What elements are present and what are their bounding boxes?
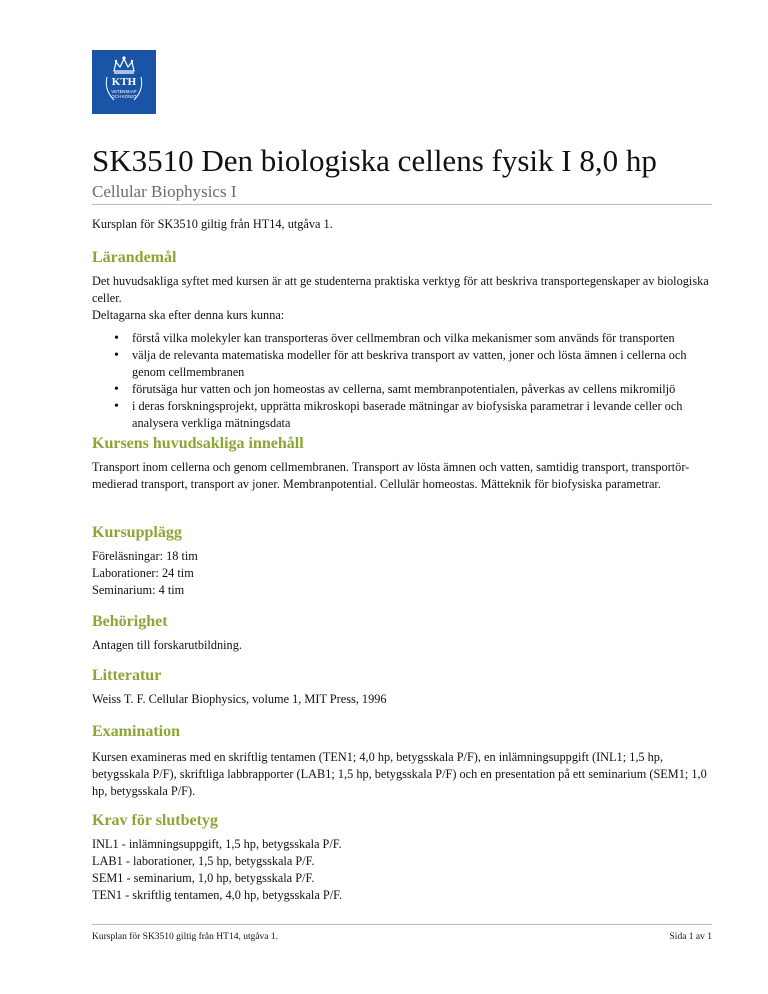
- litteratur-text: Weiss T. F. Cellular Biophysics, volume 1, MIT Press, 1996: [92, 692, 387, 706]
- learning-outcomes-list: [92, 330, 712, 432]
- logo-line1: VETENSKAP: [111, 89, 137, 94]
- heading-innehall: Kursens huvudsakliga innehåll: [92, 435, 304, 452]
- footer-syllabus-note: Kursplan för SK3510 giltig från HT14, utgåva 1.: [92, 932, 279, 942]
- heading-examination: Examination: [92, 723, 181, 740]
- kth-crown-icon: [92, 50, 156, 114]
- heading-krav: Krav för slutbetyg: [92, 812, 218, 829]
- krav-inl1: INL1 - inlämningsuppgift, 1,5 hp, betygsskala P/F.: [92, 837, 342, 851]
- footer-page-number: Sida 1 av 1: [669, 932, 712, 942]
- page-title: SK3510 Den biologiska cellens fysik I 8,0 hp: [92, 143, 657, 178]
- upplagg-seminar: Seminarium: 4 tim: [92, 583, 185, 597]
- larandemal-lead: Deltagarna ska efter denna kurs kunna:: [92, 308, 285, 322]
- upplagg-lectures: Föreläsningar: 18 tim: [92, 549, 198, 563]
- kth-logo: [92, 50, 156, 114]
- krav-lab1: LAB1 - laborationer, 1,5 hp, betygsskala P/F.: [92, 854, 315, 868]
- list-item: • förstå vilka molekyler kan transporteras över cellmembran och vilka mekanismer som används för transporten: [92, 330, 712, 347]
- footer-divider: [92, 924, 712, 925]
- list-item: • förutsäga hur vatten och jon homeostas av cellerna, samt membranpotentialen, påverkas av cellens mikromiljö: [92, 381, 712, 398]
- heading-litteratur: Litteratur: [92, 667, 162, 684]
- list-item: • i deras forskningsprojekt, upprätta mikroskopi baserade mätningar av biofysiska parametrar i levande celler och analysera verkliga mätningsdata: [92, 398, 712, 432]
- logo-kth-text: KTH: [111, 76, 137, 88]
- examination-text: Kursen examineras med en skriftlig tentamen (TEN1; 4,0 hp, betygsskala P/F), en inlämningsuppgift (INL1; 1,5 hp, betygsskala P/F), skriftliga labbrapporter (LAB1; 1,5 hp, betygsskala P/F) och en presentation på ett seminarium (SEM1; 1,0 hp, betygsskala P/F).: [92, 750, 707, 798]
- page-subtitle: Cellular Biophysics I: [92, 182, 237, 201]
- upplagg-labs: Laborationer: 24 tim: [92, 566, 194, 580]
- larandemal-purpose: Det huvudsakliga syftet med kursen är att ge studenterna praktiska verktyg för att beskriva transportegenskaper av biologiska celler.: [92, 274, 709, 305]
- behorighet-text: Antagen till forskarutbildning.: [92, 638, 242, 652]
- innehall-text: Transport inom cellerna och genom cellmembranen. Transport av lösta ämnen och vatten, samtidig transport, transportör-medierad transport, transport av joner. Membranpotential. Cellulär homeostas. Mätteknik för biofysiska parametrar.: [92, 460, 690, 491]
- logo-line2: OCH KONST: [111, 94, 137, 99]
- syllabus-intro: Kursplan för SK3510 giltig från HT14, utgåva 1.: [92, 217, 333, 231]
- heading-upplagg: Kursupplägg: [92, 524, 182, 541]
- list-item: • välja de relevanta matematiska modeller för att beskriva transport av vatten, joner och lösta ämnen i cellerna och genom cellmembranen: [92, 347, 712, 381]
- krav-ten1: TEN1 - skriftlig tentamen, 4,0 hp, betygsskala P/F.: [92, 888, 343, 902]
- heading-behorighet: Behörighet: [92, 613, 168, 630]
- heading-larandemal: Lärandemål: [92, 249, 177, 266]
- krav-sem1: SEM1 - seminarium, 1,0 hp, betygsskala P/F.: [92, 871, 315, 885]
- title-divider: [92, 204, 712, 205]
